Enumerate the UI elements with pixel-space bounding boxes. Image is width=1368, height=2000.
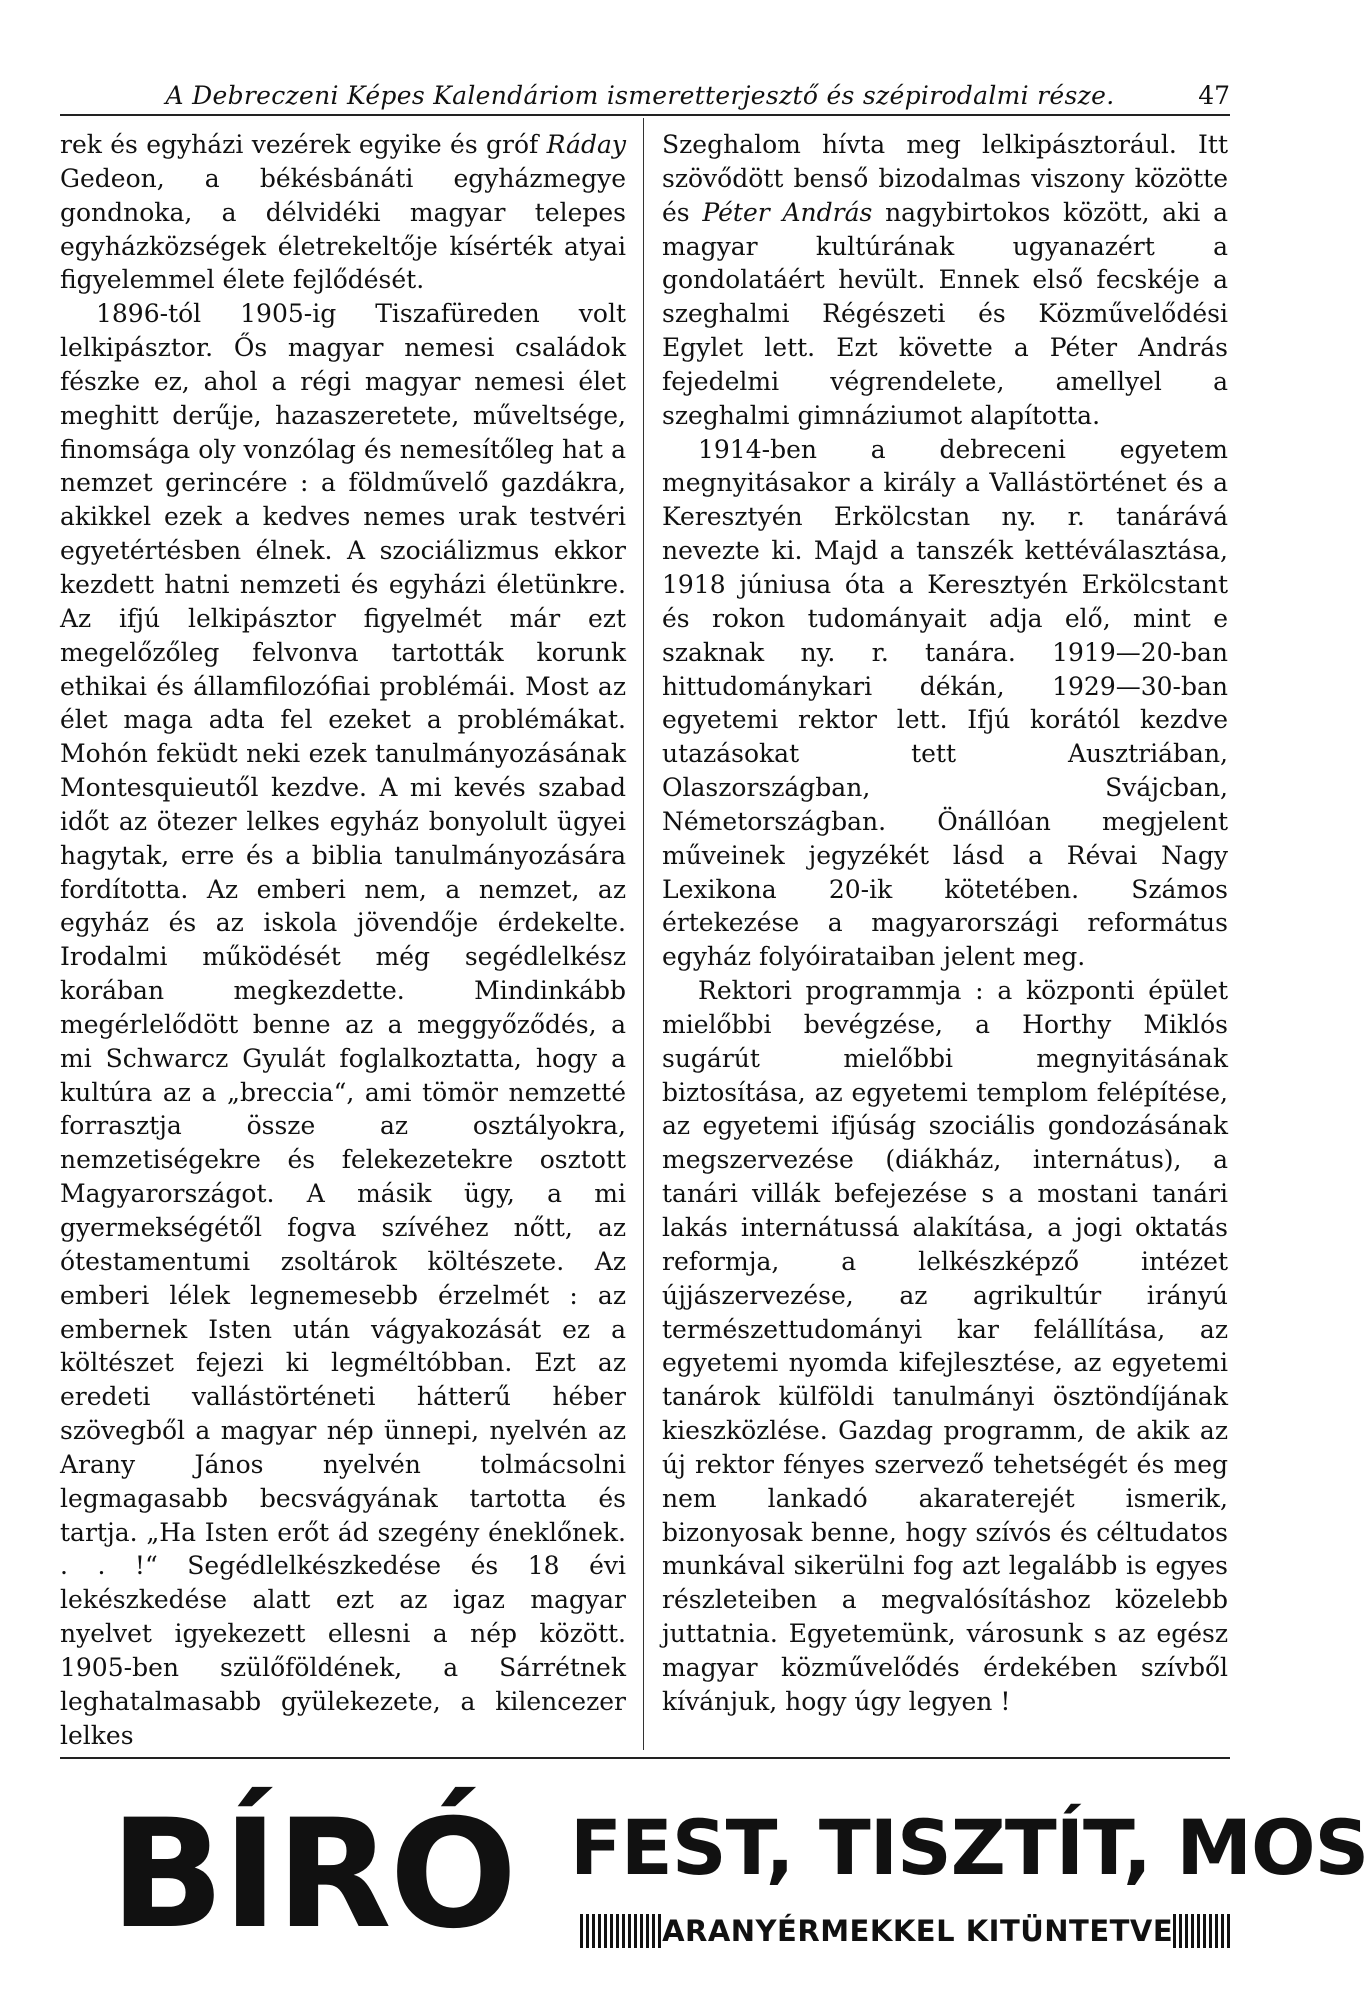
left-p1-text-a: rek és egyházi vezérek egyike és gróf: [60, 130, 547, 159]
left-paragraph-2: 1896-tól 1905-ig Tiszafüreden volt lelkipásztor. Ős magyar nemesi családok fészke ez, ahol a régi magyar nemesi élet meghitt derűje, hazaszeretete, műveltsége, finomsága oly vonzólag és nemesítőleg hat a nemzet gerincére : a földművelő gazdákra, akikkel ezek a kedves nemes urak testvéri egyetértésben élnek. A szociálizmus ekkor kezdett hatni nemzeti és egyházi életünkre. Az ifjú lelkipásztor figyelmét már ezt megelőzőleg felvonva tartották korunk ethikai és államfilozófiai problémái. Most az élet maga adta fel ezeket a problémákat. Mohón feküdt neki ezek tanulmányozásának Montesquieutől kezdve. A mi kevés szabad időt az ötezer lelkes egyház bonyolult ügyei hagytak, erre és a biblia tanulmányozására fordította. Az emberi nem, a nemzet, az egyház és az iskola jövendője érdekelte. Irodalmi működését még segédlelkész korában megkezdette. Mindinkább megérlelődött benne az a meggyőződés, a mi Schwarcz Gyulát foglalkoztatta, hogy a kultúra az a „breccia“, ami tömör nemzetté forrasztja össze az osztályokra, nemzetiségekre és felekezetekre osztott Magyarországot. A másik ügy, a mi gyermekségétől fogva szívéhez nőtt, az ótestamentumi zsoltárok költészete. Az emberi lélek legnemesebb érzelmét : az embernek Isten után vágyakozását ez a költészet fejezi ki legméltóbban. Ezt az eredeti vallástörténeti hátterű héber szövegből a magyar nép ünnepi, nyelvén az Arany János nyelvén tolmácsolni legmagasabb becsvágyának tartotta és tartja. „Ha Isten erőt ád szegény éneklőnek. . . !“ Segédlelkészkedése és 18 évi lekészkedése alatt ezt az igaz magyar nyelvet igyekezett ellesni a nép között. 1905-ben szülőföldének, a Sárrétnek leghatalmasabb gyülekezete, a kilencezer lelkes: [60, 299, 626, 1750]
left-paragraph-1: [60, 128, 626, 297]
ad-tagline: ARANYÉRMEKKEL KITÜNTETVE: [662, 1914, 1174, 1948]
right-p1-text-b: nagybirtokos között, aki a magyar kultúrának ugyanazért a gondolatáért hevült. Ennek első fecskéje a szeghalmi Régészeti és Közművelődési Egylet lett. Ezt követte a Péter András fejedelmi végrendelete, amellyel a szeghalmi gimnáziumot alapította.: [662, 197, 1229, 430]
right-paragraph-3: Rektori programmja : a központi épület mielőbbi bevégzése, a Horthy Miklós sugárút mielőbbi megnyitásának biztosítása, az egyetemi templom felépítése, az egyetemi ifjúság szociális gondozásának megszervezése (diákház, internátus), a tanári villák befejezése s a mostani tanári lakás internátussá alakítása, a jogi oktatás reformja, a lelkészképző intézet újjászervezése, az agrikultúr irányú természettudományi kar felállítása, az egyetemi nyomda kifejlesztése, az egyetemi tanárok külföldi tanulmányi ösztöndíjának kieszközlése. Gazdag programm, de akik az új rektor fényes szervező tehetségét és meg nem lankadó akaraterejét ismerik, bizonyosak benne, hogy szívós és céltudatos munkával sikerülni fog azt legalább is egyes részleteiben a megvalósításhoz közelebb juttatnia. Egyetemünk, városunk s az egész magyar közművelődés érdekében szívből kívánjuk, hogy úgy legyen !: [662, 976, 1228, 1716]
right-p1-emphasis: Péter András: [702, 197, 873, 227]
running-header: [60, 70, 1230, 110]
right-column: [662, 128, 1228, 1738]
header-title: A Debreczeni Képes Kalendáriom ismeretterjesztő és szépirodalmi része.: [165, 81, 1115, 110]
left-column: [60, 128, 626, 1750]
right-paragraph-1: [662, 128, 1228, 433]
ad-tagline-row: [580, 1908, 1230, 1954]
header-rule: [60, 114, 1230, 116]
ad-slogan: FEST, TISZTÍT, MOS: [570, 1803, 1368, 1892]
decorative-bars-left: [580, 1914, 662, 1948]
ad-brand-name: BÍRÓ: [110, 1788, 516, 1962]
left-p1-text-b: Gedeon, a békésbánáti egyházmegye gondnoka, a délvidéki magyar telepes egyházközségek életrekeltője kísérték atyai figyelemmel élete fejlődését.: [60, 163, 626, 295]
left-p1-emphasis: Ráday: [546, 130, 626, 159]
page-number: 47: [1198, 81, 1230, 110]
footer-rule: [60, 1757, 1230, 1759]
right-paragraph-2: 1914-ben a debreceni egyetem megnyitásakor a király a Vallástörténet és a Keresztyén Erkölcstan ny. r. tanárává nevezte ki. Majd a tanszék kettéválasztása, 1918 júniusa óta a Keresztyén Erkölcstant és rokon tudományait adja elő, mint e szaknak ny. r. tanára. 1919—20-ban hittudománykari dékán, 1929—30-ban egyetemi rektor lett. Ifjú korától kezdve utazásokat tett Ausztriában, Olaszországban, Svájcban, Németországban. Önállóan megjelent műveinek jegyzékét lásd a Révai Nagy Lexikona 20-ik kötetében. Számos értekezése a magyarországi református egyház folyóirataiban jelent meg.: [662, 434, 1228, 972]
right-p1-text-a: Szeghalom hívta meg lelkipásztorául. Itt szövődött benső bizodalmas viszony közötte és: [662, 130, 1228, 227]
advertisement: [60, 1788, 1368, 1970]
decorative-bars-right: [1173, 1914, 1230, 1948]
column-divider: [643, 118, 644, 1750]
